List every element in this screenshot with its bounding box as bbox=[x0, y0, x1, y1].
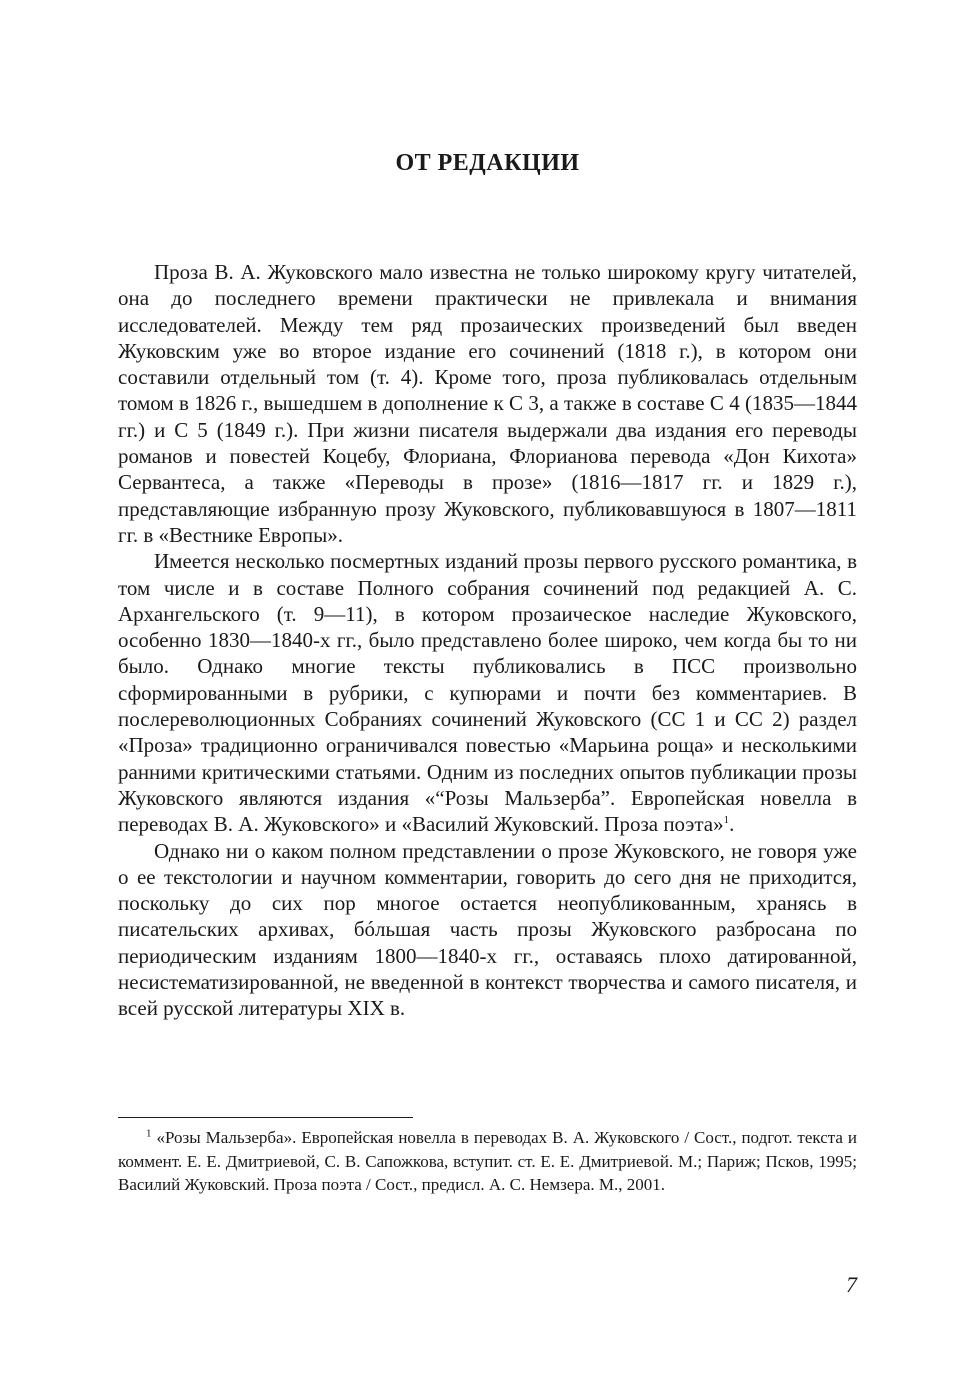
paragraph bbox=[118, 548, 857, 837]
footnote-paragraph bbox=[118, 1126, 857, 1197]
footnote bbox=[118, 1126, 857, 1197]
footnote-reference[interactable]: 1 bbox=[723, 814, 730, 827]
paragraph-end: . bbox=[729, 812, 735, 837]
paragraph: Однако ни о каком полном представлении о прозе Жуковского, не говоря уже о ее текстологии и научном комментарии, говорить до сего дня не приходится, поскольку до сих пор многое остается неопубликованным, хранясь в писательских архивах, бóльшая часть прозы Жуковского разбросана по периодическим изданиям 1800—1840-х гг., оставаясь плохо датированной, несистематизированной, не введенной в контекст творчества и самого писателя, и всей русской литературы XIX в. bbox=[118, 838, 857, 1021]
footnote-marker: 1 bbox=[146, 1127, 152, 1140]
footnote-text: «Розы Мальзерба». Европейская новелла в переводах В. А. Жуковского / Сост., подгот. текста и коммент. Е. Е. Дмитриевой, С. В. Сапожкова, вступит. ст. Е. Е. Дмитриевой. М.; Париж; Псков, 1995; Василий Жуковский. Проза поэта / Сост., предисл. А. С. Немзера. М., 2001. bbox=[118, 1128, 858, 1194]
paragraph-text: Имеется несколько посмертных изданий прозы первого русского романтика, в том числе и в составе Полного собрания сочинений под редакцией А. С. Архангельского (т. 9—11), в котором прозаическое наследие Жуковского, особенно 1830—1840-х гг., было представлено более широко, чем когда бы то ни было. Однако многие тексты публиковались в ПСС произвольно сформированными в рубрики, с купюрами и почти без комментариев. В послереволюционных Собраниях сочинений Жуковского (СС 1 и СС 2) раздел «Проза» традиционно ограничивался повестью «Марьина роща» и несколькими ранними критическими статьями. Одним из последних опытов публикации прозы Жуковского являются издания «“Розы Мальзерба”. Европейская новелла в переводах В. А. Жуковского» и «Василий Жуковский. Проза поэта» bbox=[118, 549, 857, 837]
page-title: ОТ РЕДАКЦИИ bbox=[395, 150, 580, 176]
body-text bbox=[118, 259, 857, 1022]
footnote-divider bbox=[118, 1117, 413, 1118]
paragraph: Проза В. А. Жуковского мало известна не только широкому кругу читателей, она до последнего времени практически не привлекала и внимания исследователей. Между тем ряд прозаических произведений был введен Жуковским уже во второе издание его сочинений (1818 г.), в котором они составили отдельный том (т. 4). Кроме того, проза публиковалась отдельным томом в 1826 г., вышедшем в дополнение к С 3, а также в составе С 4 (1835—1844 гг.) и С 5 (1849 г.). При жизни писателя выдержали два издания его переводы романов и повестей Коцебу, Флориана, Флорианова перевода «Дон Кихота» Сервантеса, а также «Переводы в прозе» (1816—1817 гг. и 1829 г.), представляющие избранную прозу Жуковского, публиковавшуюся в 1807—1811 гг. в «Вестнике Европы». bbox=[118, 260, 857, 547]
page-number: 7 bbox=[846, 1272, 857, 1297]
